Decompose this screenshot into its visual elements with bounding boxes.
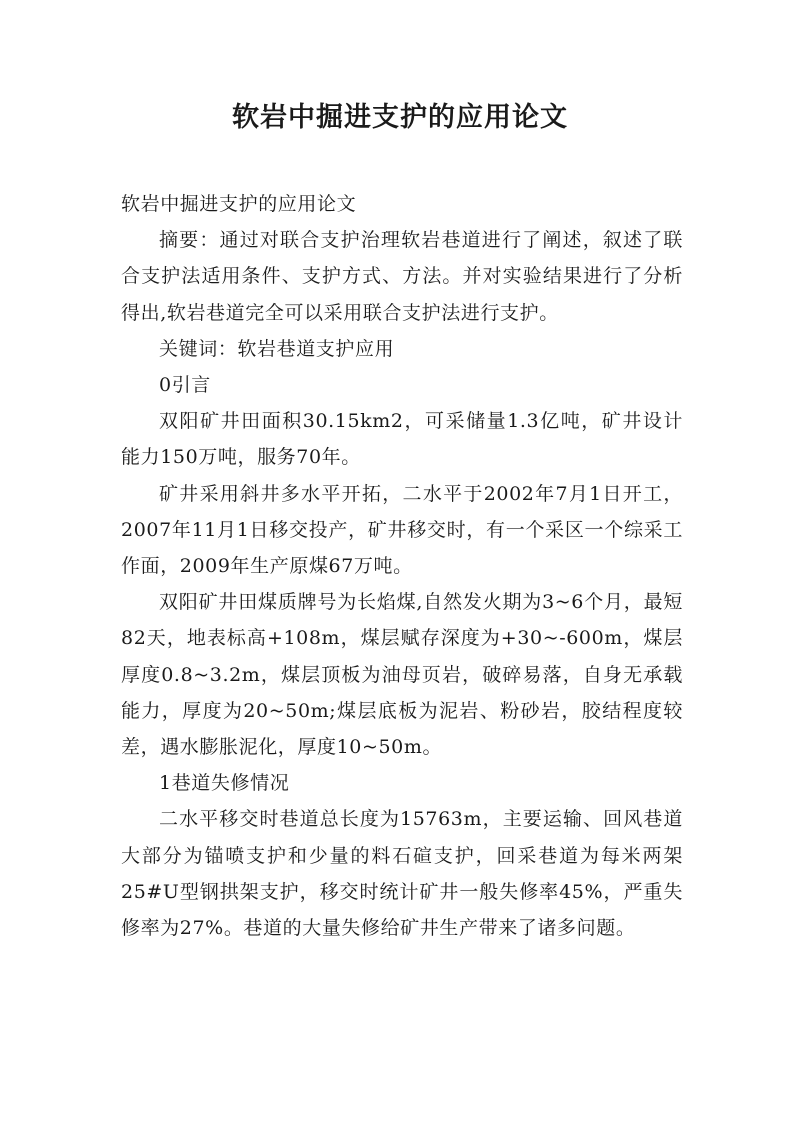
body-paragraph: 二水平移交时巷道总长度为15763m，主要运输、回风巷道大部分为锚喷支护和少量的料石碹支护，回采巷道为每米两架25#U型钢拱架支护，移交时统计矿井一般失修率45%，严重失修率为27%。巷道的大量失修给矿井生产带来了诸多问题。 [121, 808, 683, 940]
page-title: 软岩中掘进支护的应用论文 [232, 102, 568, 133]
abstract-paragraph: 摘要：通过对联合支护治理软岩巷道进行了阐述，叙述了联合支护法适用条件、支护方式、方法。并对实验结果进行了分析得出,软岩巷道完全可以采用联合支护法进行支护。 [121, 229, 683, 324]
keywords-paragraph: 关键词：软岩巷道支护应用 [159, 337, 395, 360]
section-heading-introduction: 0引言 [159, 374, 211, 397]
section-heading-roadway-damage: 1巷道失修情况 [159, 772, 290, 795]
document-subtitle: 软岩中掘进支护的应用论文 [121, 193, 357, 215]
body-paragraph: 双阳矿井田面积30.15km2，可采储量1.3亿吨，矿井设计能力150万吨，服务70年。 [121, 410, 683, 469]
body-paragraph: 双阳矿井田煤质牌号为长焰煤,自然发火期为3~6个月，最短82天，地表标高+108m，煤层赋存深度为+30~-600m，煤层厚度0.8~3.2m，煤层顶板为油母页岩，破碎易落，自身无承载能力，厚度为20~50m;煤层底板为泥岩、粉砂岩，胶结程度较差，遇水膨胀泥化，厚度10~50m。 [121, 591, 683, 759]
body-paragraph: 矿井采用斜井多水平开拓，二水平于2002年7月1日开工，2007年11月1日移交投产，矿井移交时，有一个采区一个综采工作面，2009年生产原煤67万吨。 [121, 482, 683, 578]
document-body [121, 186, 683, 946]
